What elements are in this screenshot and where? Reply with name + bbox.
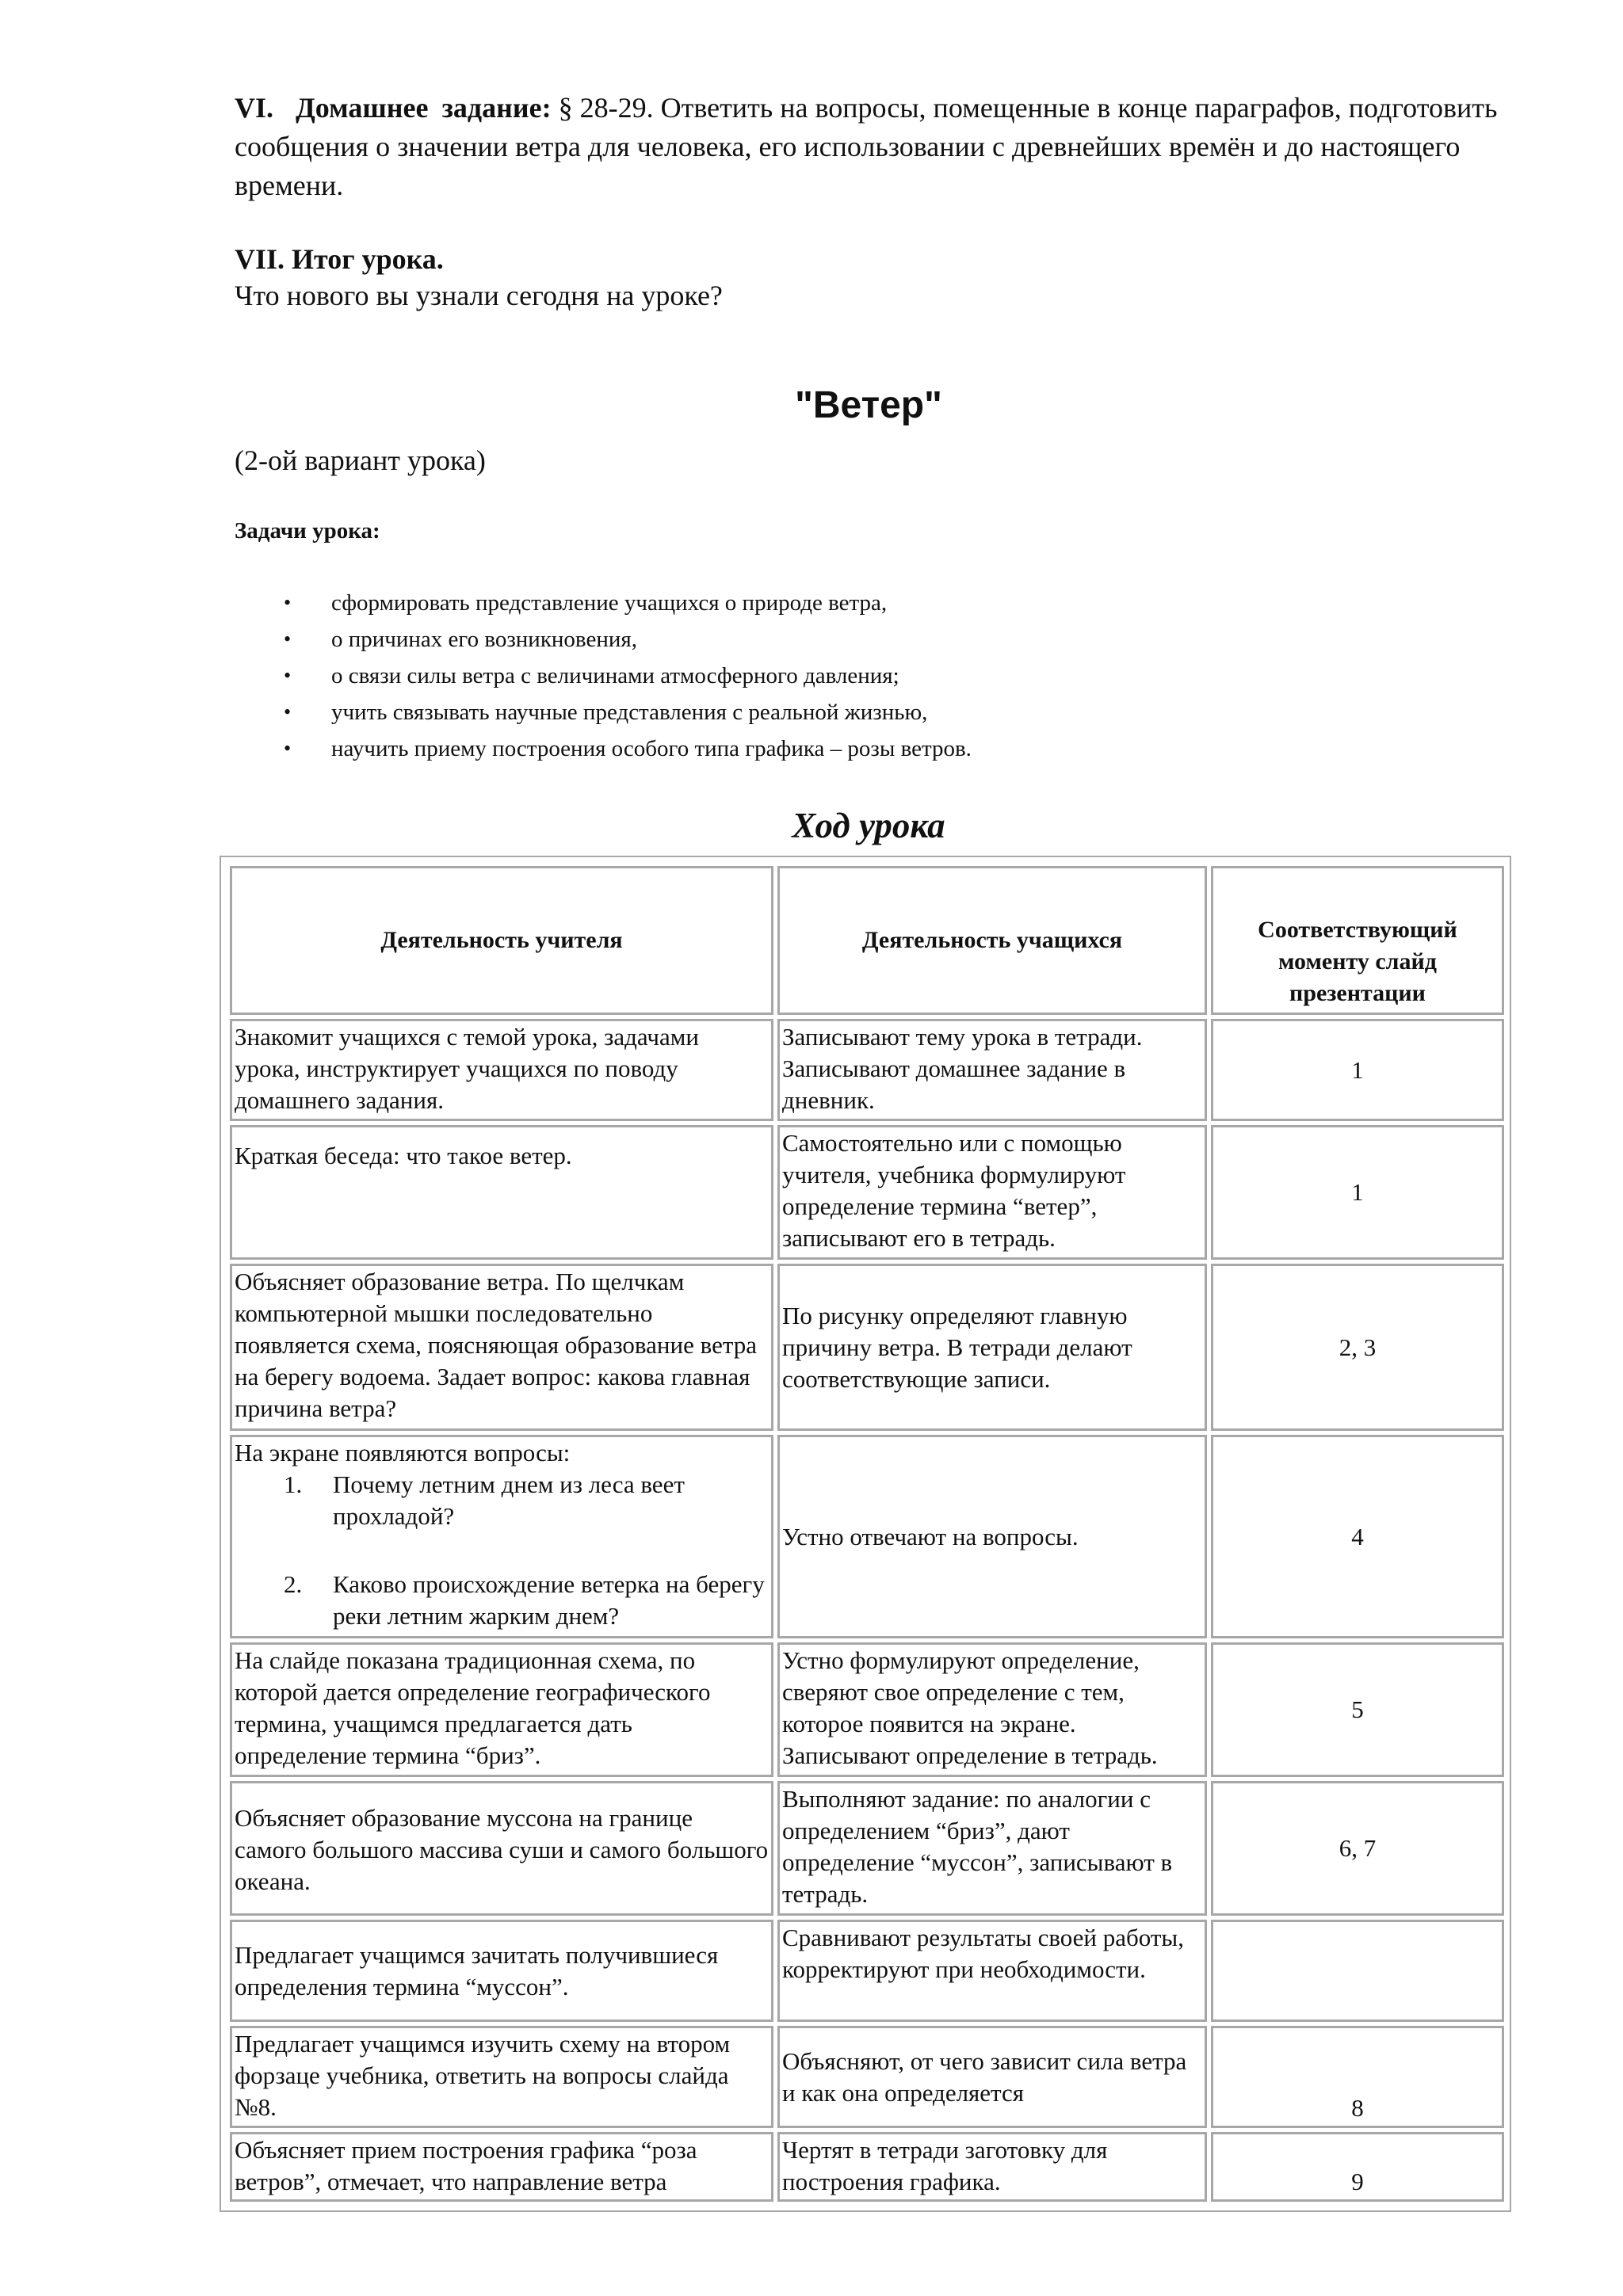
teacher-cell: На слайде показана традиционная схема, по которой дается определение географического термина, учащимся предлагается дать определение термина “бриз”. bbox=[230, 1642, 773, 1777]
task-text: о причинах его возникновения, bbox=[331, 627, 637, 652]
students-cell: Выполняют задание: по аналогии с определением “бриз”, дают определение “муссон”, записывают в тетрадь. bbox=[777, 1781, 1207, 1916]
students-cell: Устно отвечают на вопросы. bbox=[777, 1435, 1207, 1638]
lesson-title: "Ветер" bbox=[795, 384, 942, 426]
questions-intro: На экране появляются вопросы: bbox=[235, 1439, 571, 1466]
students-cell: Объясняют, от чего зависит сила ветра и как она определяется bbox=[777, 2026, 1207, 2128]
table-row bbox=[230, 1920, 1504, 2022]
course-table bbox=[226, 862, 1508, 2206]
task-text: о связи силы ветра с величинами атмосферного давления; bbox=[331, 663, 899, 688]
slide-cell: 6, 7 bbox=[1211, 1781, 1504, 1916]
task-text: учить связывать научные представления с реальной жизнью, bbox=[331, 700, 928, 725]
task-text: научить приему построения особого типа графика – розы ветров. bbox=[331, 736, 972, 761]
teacher-cell: Объясняет образование муссона на границе самого большого массива суши и самого большого океана. bbox=[230, 1781, 773, 1916]
tasks-heading: Задачи урока: bbox=[235, 518, 380, 543]
header-teacher: Деятельность учителя bbox=[230, 866, 773, 1015]
table-row bbox=[230, 1125, 1504, 1260]
students-cell: Записывают тему урока в тетради. Записывают домашнее задание в дневник. bbox=[777, 1019, 1207, 1121]
task-item bbox=[235, 585, 972, 621]
header-students: Деятельность учащихся bbox=[777, 866, 1207, 1015]
homework-paragraph bbox=[235, 89, 1518, 205]
task-item bbox=[235, 730, 972, 767]
table-header-row bbox=[230, 866, 1504, 1015]
slide-cell: 8 bbox=[1211, 2026, 1504, 2128]
questions-list bbox=[235, 1469, 769, 1632]
lesson-summary bbox=[235, 241, 1503, 314]
table-row bbox=[230, 1264, 1504, 1431]
teacher-cell: Предлагает учащимся зачитать получившиеся определения термина “муссон”. bbox=[230, 1920, 773, 2022]
students-cell: По рисунку определяют главную причину ветра. В тетради делают соответствующие записи. bbox=[777, 1264, 1207, 1431]
bullet-icon: • bbox=[284, 591, 292, 614]
slide-cell bbox=[1211, 1920, 1504, 2022]
teacher-cell bbox=[230, 1435, 773, 1638]
students-cell: Чертят в тетради заготовку для построения графика. bbox=[777, 2132, 1207, 2202]
bullet-icon: • bbox=[284, 627, 292, 650]
tasks-list bbox=[235, 585, 972, 767]
table-row bbox=[230, 1019, 1504, 1121]
teacher-cell: Краткая беседа: что такое ветер. bbox=[230, 1125, 773, 1260]
slide-cell: 5 bbox=[1211, 1642, 1504, 1777]
question-number: 2. bbox=[284, 1570, 303, 1598]
table-row bbox=[230, 2026, 1504, 2128]
question-number: 1. bbox=[284, 1470, 303, 1498]
task-text: сформировать представление учащихся о природе ветра, bbox=[331, 590, 888, 616]
table-row bbox=[230, 1781, 1504, 1916]
question-text: Почему летним днем из леса веет прохладой? bbox=[333, 1470, 685, 1530]
teacher-cell: Знакомит учащихся с темой урока, задачами урока, инструктирует учащихся по поводу домашнего задания. bbox=[230, 1019, 773, 1121]
slide-cell: 9 bbox=[1211, 2132, 1504, 2202]
teacher-cell: Объясняет прием построения графика “роза ветров”, отмечает, что направление ветра bbox=[230, 2132, 773, 2202]
summary-question: Что нового вы узнали сегодня на уроке? bbox=[235, 280, 723, 311]
bullet-icon: • bbox=[284, 737, 292, 760]
task-item bbox=[235, 621, 972, 658]
students-cell: Сравнивают результаты своей работы, корректируют при необходимости. bbox=[777, 1920, 1207, 2022]
summary-heading: VII. Итог урока. bbox=[235, 243, 444, 275]
slide-cell: 1 bbox=[1211, 1019, 1504, 1121]
course-title: Ход урока bbox=[792, 806, 945, 845]
table-row bbox=[230, 1642, 1504, 1777]
homework-number: VI. bbox=[235, 92, 274, 124]
students-cell: Устно формулируют определение, сверяют свое определение с тем, которое появится на экране. Записывают определение в тетрадь. bbox=[777, 1642, 1207, 1777]
teacher-cell: Объясняет образование ветра. По щелчкам компьютерной мышки последовательно появляется схема, поясняющая образование ветра на берегу водоема. Задает вопрос: какова главная причина ветра? bbox=[230, 1264, 773, 1431]
task-item bbox=[235, 694, 972, 730]
slide-cell: 2, 3 bbox=[1211, 1264, 1504, 1431]
homework-label: Домашнее задание: bbox=[296, 92, 552, 124]
question-item bbox=[235, 1469, 769, 1532]
bullet-icon: • bbox=[284, 700, 292, 723]
bullet-icon: • bbox=[284, 664, 292, 687]
teacher-cell: Предлагает учащимся изучить схему на втором форзаце учебника, ответить на вопросы слайда №8. bbox=[230, 2026, 773, 2128]
slide-cell: 1 bbox=[1211, 1125, 1504, 1260]
question-text: Каково происхождение ветерка на берегу реки летним жарким днем? bbox=[333, 1570, 765, 1630]
table-row bbox=[230, 2132, 1504, 2202]
question-item bbox=[235, 1569, 769, 1632]
header-slide: Соответствующий моменту слайд презентации bbox=[1211, 866, 1504, 1015]
course-table-frame bbox=[220, 856, 1511, 2212]
lesson-variant: (2-ой вариант урока) bbox=[235, 444, 486, 476]
table-row bbox=[230, 1435, 1504, 1638]
students-cell: Самостоятельно или с помощью учителя, учебника формулируют определение термина “ветер”, записывают его в тетрадь. bbox=[777, 1125, 1207, 1260]
task-item bbox=[235, 658, 972, 694]
slide-cell: 4 bbox=[1211, 1435, 1504, 1638]
homework-text: § 28-29. Ответить на вопросы, помещенные в конце параграфов, подготовить сообщения о значении ветра для человека, его использовании с древнейших времён и до настоящего времени. bbox=[235, 92, 1498, 201]
